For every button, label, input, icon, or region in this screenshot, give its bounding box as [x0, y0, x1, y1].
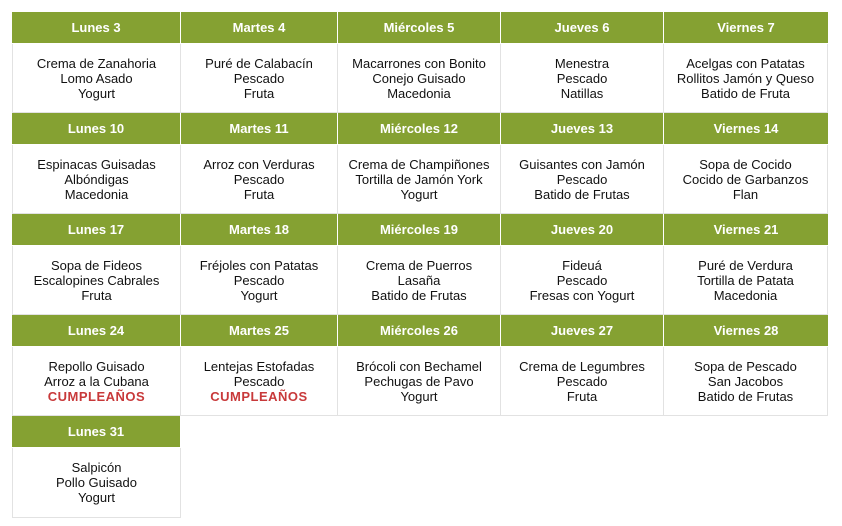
dish-item: Puré de Verdura: [698, 257, 793, 273]
week-menu-row: [12, 246, 828, 315]
week-header-row: [12, 315, 828, 347]
dish-item: Macarrones con Bonito: [352, 55, 486, 71]
dish-item: Pescado: [556, 272, 608, 288]
dish-item: Yogurt: [240, 287, 278, 303]
dish-item: Lomo Asado: [60, 70, 133, 86]
day-menu-cell: [181, 145, 338, 214]
week-header-row: [12, 416, 828, 448]
day-menu-cell: [12, 44, 181, 113]
day-menu-cell: [181, 246, 338, 315]
dish-item: Yogurt: [77, 490, 116, 505]
dish-item: Menestra: [554, 55, 610, 71]
dish-item: Albóndigas: [64, 171, 129, 187]
dish-item: Pescado: [556, 373, 608, 389]
dish-item: Pescado: [556, 171, 608, 187]
day-header: Miércoles 12: [338, 113, 501, 145]
dish-item: Pescado: [233, 272, 285, 288]
day-header: Jueves 13: [501, 113, 664, 145]
day-header: Lunes 17: [12, 214, 181, 246]
dish-item: Cocido de Garbanzos: [682, 171, 809, 187]
day-header: Lunes 24: [12, 315, 181, 347]
dish-item: Tortilla de Jamón York: [355, 171, 483, 187]
dish-item: Conejo Guisado: [372, 70, 466, 86]
birthday-note: CUMPLEAÑOS: [47, 388, 146, 404]
dish-item: Lentejas Estofadas: [203, 358, 315, 374]
day-menu-cell: [501, 44, 664, 113]
dish-item: Pescado: [233, 171, 285, 187]
day-header: Jueves 27: [501, 315, 664, 347]
dish-item: Arroz con Verduras: [203, 156, 315, 172]
dish-item: Macedonia: [387, 85, 451, 101]
day-header: Martes 18: [181, 214, 338, 246]
day-menu-cell: [664, 246, 828, 315]
dish-item: Sopa de Cocido: [699, 156, 792, 172]
day-menu-cell: [664, 347, 828, 416]
day-menu-cell: [12, 145, 181, 214]
day-menu-cell: [501, 145, 664, 214]
day-header: Lunes 31: [12, 416, 181, 448]
day-menu-cell: [12, 448, 181, 518]
day-header: Viernes 28: [664, 315, 828, 347]
day-header: Viernes 21: [664, 214, 828, 246]
day-header: Jueves 20: [501, 214, 664, 246]
day-header: Miércoles 19: [338, 214, 501, 246]
dish-item: Tortilla de Patata: [697, 272, 794, 288]
dish-item: Batido de Frutas: [697, 388, 794, 404]
day-header: Viernes 14: [664, 113, 828, 145]
dish-item: Pescado: [556, 70, 608, 86]
day-header: Lunes 10: [12, 113, 181, 145]
day-header: Lunes 3: [12, 12, 181, 44]
dish-item: Repollo Guisado: [48, 358, 145, 374]
dish-item: Arroz a la Cubana: [44, 373, 149, 389]
day-header: Martes 25: [181, 315, 338, 347]
dish-item: Pechugas de Pavo: [364, 373, 474, 389]
dish-item: Brócoli con Bechamel: [356, 358, 482, 374]
dish-item: Fresas con Yogurt: [529, 287, 635, 303]
day-menu-cell: [12, 246, 181, 315]
day-menu-cell: [12, 347, 181, 416]
dish-item: Flan: [732, 186, 759, 202]
day-header: Martes 4: [181, 12, 338, 44]
week-header-row: [12, 12, 828, 44]
day-header: Miércoles 5: [338, 12, 501, 44]
dish-item: San Jacobos: [707, 373, 784, 389]
dish-item: Yogurt: [77, 85, 116, 101]
school-lunch-menu: [12, 12, 828, 518]
dish-item: Puré de Calabacín: [205, 55, 313, 71]
dish-item: Espinacas Guisadas: [37, 156, 156, 172]
dish-item: Batido de Frutas: [534, 186, 630, 202]
dish-item: Fruta: [243, 186, 275, 202]
dish-item: Batido de Frutas: [371, 287, 467, 303]
dish-item: Batido de Fruta: [701, 85, 790, 101]
day-menu-cell: [664, 145, 828, 214]
dish-item: Guisantes con Jamón: [519, 156, 645, 172]
day-menu-cell: [338, 145, 501, 214]
dish-item: Lasaña: [397, 272, 441, 288]
dish-item: Natillas: [560, 85, 604, 101]
day-header: Viernes 7: [664, 12, 828, 44]
dish-item: Salpicón: [71, 460, 122, 475]
dish-item: Macedonia: [64, 186, 129, 202]
dish-item: Yogurt: [400, 388, 438, 404]
dish-item: Crema de Legumbres: [519, 358, 645, 374]
dish-item: Sopa de Pescado: [694, 358, 797, 374]
day-menu-cell: [501, 246, 664, 315]
day-menu-cell: [501, 347, 664, 416]
day-header: Miércoles 26: [338, 315, 501, 347]
birthday-note: CUMPLEAÑOS: [210, 388, 308, 404]
day-menu-cell: [181, 347, 338, 416]
day-menu-cell: [338, 246, 501, 315]
dish-item: Crema de Puerros: [365, 257, 473, 273]
dish-item: Pescado: [233, 70, 285, 86]
week-header-row: [12, 214, 828, 246]
dish-item: Fruta: [566, 388, 598, 404]
dish-item: Macedonia: [713, 287, 778, 303]
dish-item: Sopa de Fideos: [50, 257, 143, 273]
dish-item: Fideuá: [562, 257, 602, 273]
dish-item: Acelgas con Patatas: [686, 55, 805, 71]
dish-item: Yogurt: [400, 186, 438, 202]
dish-item: Pescado: [233, 373, 285, 389]
dish-item: Rollitos Jamón y Queso: [676, 70, 815, 86]
week-menu-row: [12, 44, 828, 113]
dish-item: Fruta: [243, 85, 275, 101]
dish-item: Pollo Guisado: [56, 475, 137, 490]
day-menu-cell: [181, 44, 338, 113]
day-menu-cell: [338, 347, 501, 416]
week-menu-row: [12, 347, 828, 416]
week-menu-row: [12, 145, 828, 214]
day-header: Jueves 6: [501, 12, 664, 44]
day-menu-cell: [338, 44, 501, 113]
dish-item: Fréjoles con Patatas: [199, 257, 319, 273]
week-menu-row: [12, 448, 828, 518]
dish-item: Escalopines Cabrales: [33, 272, 160, 288]
day-menu-cell: [664, 44, 828, 113]
dish-item: Crema de Champiñones: [348, 156, 490, 172]
week-header-row: [12, 113, 828, 145]
dish-item: Crema de Zanahoria: [36, 55, 157, 71]
dish-item: Fruta: [81, 287, 112, 303]
day-header: Martes 11: [181, 113, 338, 145]
